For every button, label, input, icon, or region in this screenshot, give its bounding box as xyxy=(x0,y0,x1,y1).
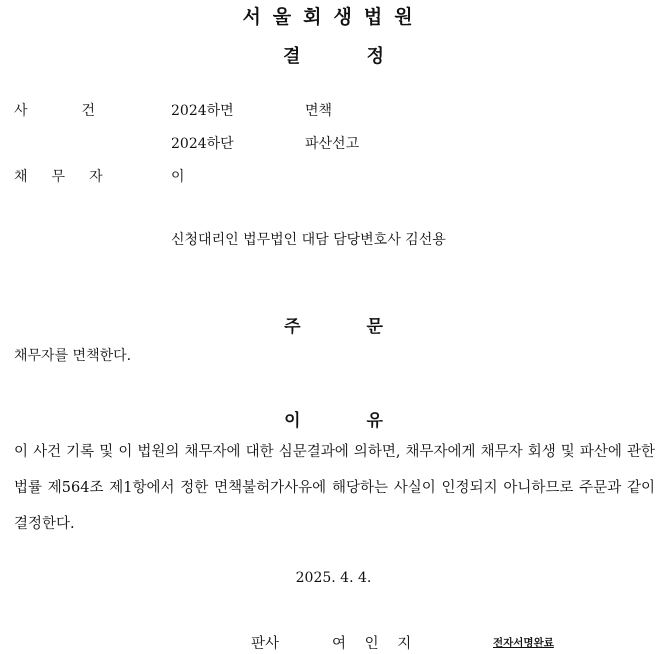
debtor-name: 이 xyxy=(171,169,185,185)
order-text: 채무자를 면책한다. xyxy=(14,348,132,364)
case-type-2: 파산선고 xyxy=(305,136,360,152)
case-number-2: 2024하단 xyxy=(171,136,234,152)
e-signature-status: 전자서명완료 xyxy=(493,637,554,649)
court-name: 서울회생법원 xyxy=(242,6,425,28)
reason-text: 이 사건 기록 및 이 법원의 채무자에 대한 심문결과에 의하면, 채무자에게 채무자 회생 및 파산에 관한 법률 제564조 제1항에서 정한 면책불허가사유에 해당하는 사실이 인정되지 아니하므로 주문과 같이 결정한다. xyxy=(14,444,655,532)
judge-title: 판사 xyxy=(251,636,280,652)
representative: 신청대리인 법무법인 대담 담당변호사 김선용 xyxy=(171,232,446,248)
case-type-1: 면책 xyxy=(305,103,333,119)
order-heading: 주 문 xyxy=(284,317,383,337)
case-number-1: 2024하면 xyxy=(171,103,234,119)
reason-heading: 이 유 xyxy=(284,411,383,431)
document-type: 결 정 xyxy=(282,46,385,67)
judge-name: 여 인 지 xyxy=(332,636,412,652)
decision-date: 2025. 4. 4. xyxy=(295,570,372,586)
debtor-label: 채 무 자 xyxy=(14,169,103,185)
case-label: 사 건 xyxy=(14,103,98,119)
